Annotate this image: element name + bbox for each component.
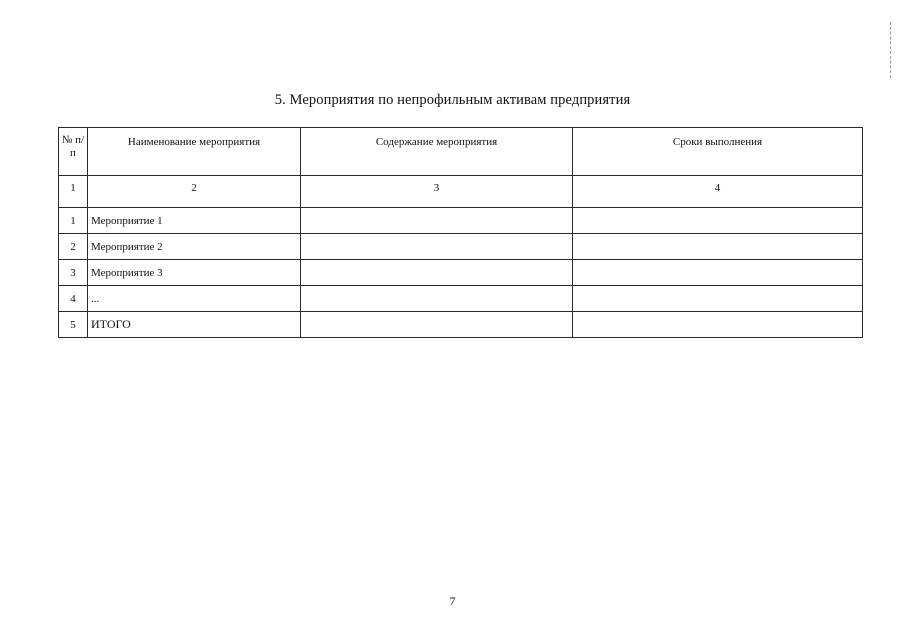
event-content-cell [301, 312, 573, 338]
column-number-cell: 1 [59, 176, 88, 208]
row-number-cell: 3 [59, 260, 88, 286]
event-name-cell: Мероприятие 2 [88, 234, 301, 260]
table-row [59, 234, 863, 260]
event-content-cell [301, 286, 573, 312]
column-number-cell: 3 [301, 176, 573, 208]
table-row [59, 208, 863, 234]
deadline-cell [573, 208, 863, 234]
deadline-cell [573, 312, 863, 338]
row-number-cell: 2 [59, 234, 88, 260]
event-name-cell: Мероприятие 3 [88, 260, 301, 286]
header-event-name: Наименование мероприятия [88, 128, 301, 176]
column-number-cell: 4 [573, 176, 863, 208]
table-row-total [59, 312, 863, 338]
page-title: 5. Мероприятия по непрофильным активам предприятия [274, 92, 631, 108]
margin-binding-mark [890, 22, 892, 78]
table-header-row [59, 128, 863, 176]
header-event-content: Содержание мероприятия [301, 128, 573, 176]
table-row [59, 260, 863, 286]
event-name-cell: Мероприятие 1 [88, 208, 301, 234]
event-content-cell [301, 234, 573, 260]
deadline-cell [573, 234, 863, 260]
row-number-cell: 4 [59, 286, 88, 312]
row-number-cell: 5 [59, 312, 88, 338]
header-number: № п/п [59, 128, 88, 176]
events-table [58, 127, 863, 338]
page-number: 7 [449, 594, 456, 608]
event-content-cell [301, 208, 573, 234]
column-number-cell: 2 [88, 176, 301, 208]
header-deadline: Сроки выполнения [573, 128, 863, 176]
event-name-cell: ... [88, 286, 301, 312]
column-number-row [59, 176, 863, 208]
table-row [59, 286, 863, 312]
deadline-cell [573, 260, 863, 286]
deadline-cell [573, 286, 863, 312]
event-content-cell [301, 260, 573, 286]
row-number-cell: 1 [59, 208, 88, 234]
total-label-cell: ИТОГО [88, 312, 301, 338]
